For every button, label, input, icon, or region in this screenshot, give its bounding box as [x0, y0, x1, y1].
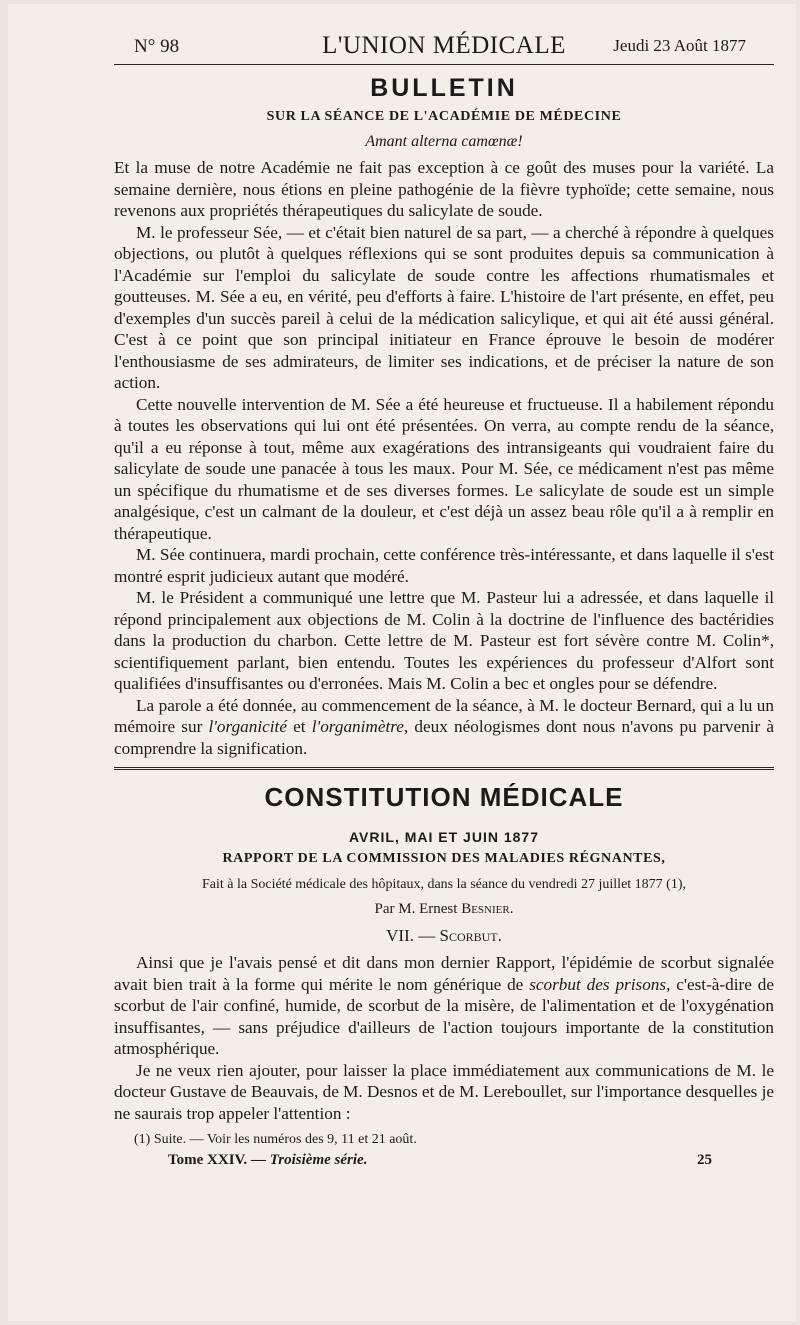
bulletin-paragraph: M. le professeur Sée, — et c'était bien naturel de sa part, — a cherché à répondre à quelques objections, ou plutôt à quelques réflexions qui se sont produites depuis sa communication à l'Académie sur l'emploi du salicylate de soude contre les affections rhumatismales et goutteuses. M. Sée a eu, en vérité, peu d'efforts à faire. L'histoire de l'art présente, en effet, peu d'exemples d'un succès pareil à celui de la médication salicylique, et qui ait été aussi général. C'est à ce point que son principal initiateur en France éprouve le besoin de modérer l'enthousiasme de ses admirateurs, de limiter ses indications, et de préciser la nature de son action. [114, 222, 774, 392]
chapter-number: VII. — [386, 926, 440, 945]
volume-info [168, 1152, 367, 1169]
footnote: (1) Suite. — Voir les numéros des 9, 11 et 21 août. [134, 1132, 417, 1147]
header-rule [114, 64, 774, 65]
section-title: CONSTITUTION MÉDICALE [264, 782, 624, 812]
term-organicite: l'organicité [208, 717, 287, 736]
bulletin-title: BULLETIN [370, 74, 518, 102]
bulletin-paragraph: Et la muse de notre Académie ne fait pas exception à ce goût des muses pour la variété. La semaine dernière, nous étions en pleine pathogénie de la fièvre typhoïde; cette semaine, nous revenons aux propriétés thérapeutiques du salicylate de soude. [114, 158, 774, 220]
report-author [114, 901, 774, 918]
report-paragraph [114, 952, 774, 1060]
paragraph-text: Ainsi que je l'avais pensé et dit dans mon dernier Rapport, l'épidémie de scorbut signalée avait bien trait à la forme qui mérite le nom générique de [114, 953, 774, 994]
journal-page [8, 4, 796, 1321]
bulletin-body [114, 157, 774, 759]
page-content [114, 32, 774, 1174]
page-number: 25 [697, 1152, 712, 1168]
author-name: Besnier. [461, 901, 514, 917]
chapter-heading [114, 926, 774, 946]
bulletin-paragraph [114, 695, 774, 760]
chapter-name: Scorbut. [439, 926, 502, 945]
bulletin-subtitle: SUR LA SÉANCE DE L'ACADÉMIE DE MÉDECINE [266, 109, 622, 124]
running-header [114, 32, 774, 64]
journal-title: L'UNION MÉDICALE [322, 32, 566, 59]
bulletin-paragraph: M. le Président a communiqué une lettre que M. Pasteur lui a adressée, et dans laquelle il répond principalement aux objections de M. Colin à la doctrine de l'influence des bactéridies dans la production du charbon. Cette lettre de M. Pasteur est fort sévère contre M. Colin*, scientifiquement parlant, bien entendu. Toutes les expériences du professeur d'Alfort sont qualifiées d'insuffisantes ou d'erronées. Mais M. Colin a bec et ongles pour se défendre. [114, 588, 774, 693]
series-label: Troisième série. [269, 1152, 368, 1168]
page-footer [114, 1152, 774, 1174]
paragraph-text: , c'est-à-dire de scorbut de l'air confiné, humide, de scorbut de la misère, de l'alimentation et de l'oxygénation insuffisantes, — sans préjudice d'ailleurs de l'action toujours importante de la constitution atmosphérique. [114, 974, 774, 1058]
report-origin: Fait à la Société médicale des hôpitaux, dans la séance du vendredi 27 juillet 1877 (1), [201, 877, 687, 892]
paragraph-text: et [286, 717, 312, 736]
paragraph-text: La parole a été donnée, au commencement de la séance, à M. le docteur Bernard, qui a lu un mémoire sur [114, 695, 774, 736]
report-body [114, 952, 774, 1124]
report-paragraph: Je ne veux rien ajouter, pour laisser la place immédiatement aux communications de M. le docteur Gustave de Beauvais, de M. Desnos et de M. Lereboullet, sur l'importance desquelles je ne saurais trop appeler l'attention : [114, 1060, 774, 1123]
section-divider [114, 767, 774, 770]
author-prefix: Par M. Ernest [374, 901, 462, 917]
bulletin-paragraph: M. Sée continuera, mardi prochain, cette conférence très-intéressante, et dans laquelle il s'est montré esprit judicieux autant que modéré. [114, 545, 774, 586]
paragraph-text: , deux néologismes dont nous n'avons pu parvenir à comprendre la signification. [114, 717, 774, 758]
report-period: AVRIL, MAI ET JUIN 1877 [348, 829, 539, 845]
term-scorbut-des-prisons: scorbut des prisons [529, 974, 667, 994]
issue-number: N° 98 [134, 36, 180, 57]
issue-date: Jeudi 23 Août 1877 [613, 36, 746, 55]
tome-label: Tome XXIV. — [168, 1152, 270, 1168]
bulletin-motto: Amant alterna camœnæ! [365, 133, 523, 150]
bulletin-paragraph: Cette nouvelle intervention de M. Sée a été heureuse et fructueuse. Il a habilement répondu à toutes les observations qui lui ont été présentées. On verra, au compte rendu de la séance, qu'il a eu réponse à tout, même aux exagérations des intransigeants qui voudraient faire du salicylate de soude une panacée à tous les maux. Pour M. Sée, ce médicament n'est pas même un spécifique du rhumatisme et de ses diverses formes. Le salicylate de soude est un simple analgésique, c'est un calmant de la douleur, et c'est déjà un assez beau rôle qu'il a à remplir en thérapeutique. [114, 394, 774, 543]
term-organimetre: l'organimètre [311, 717, 404, 736]
report-heading: RAPPORT DE LA COMMISSION DES MALADIES RÉGNANTES, [222, 851, 666, 866]
